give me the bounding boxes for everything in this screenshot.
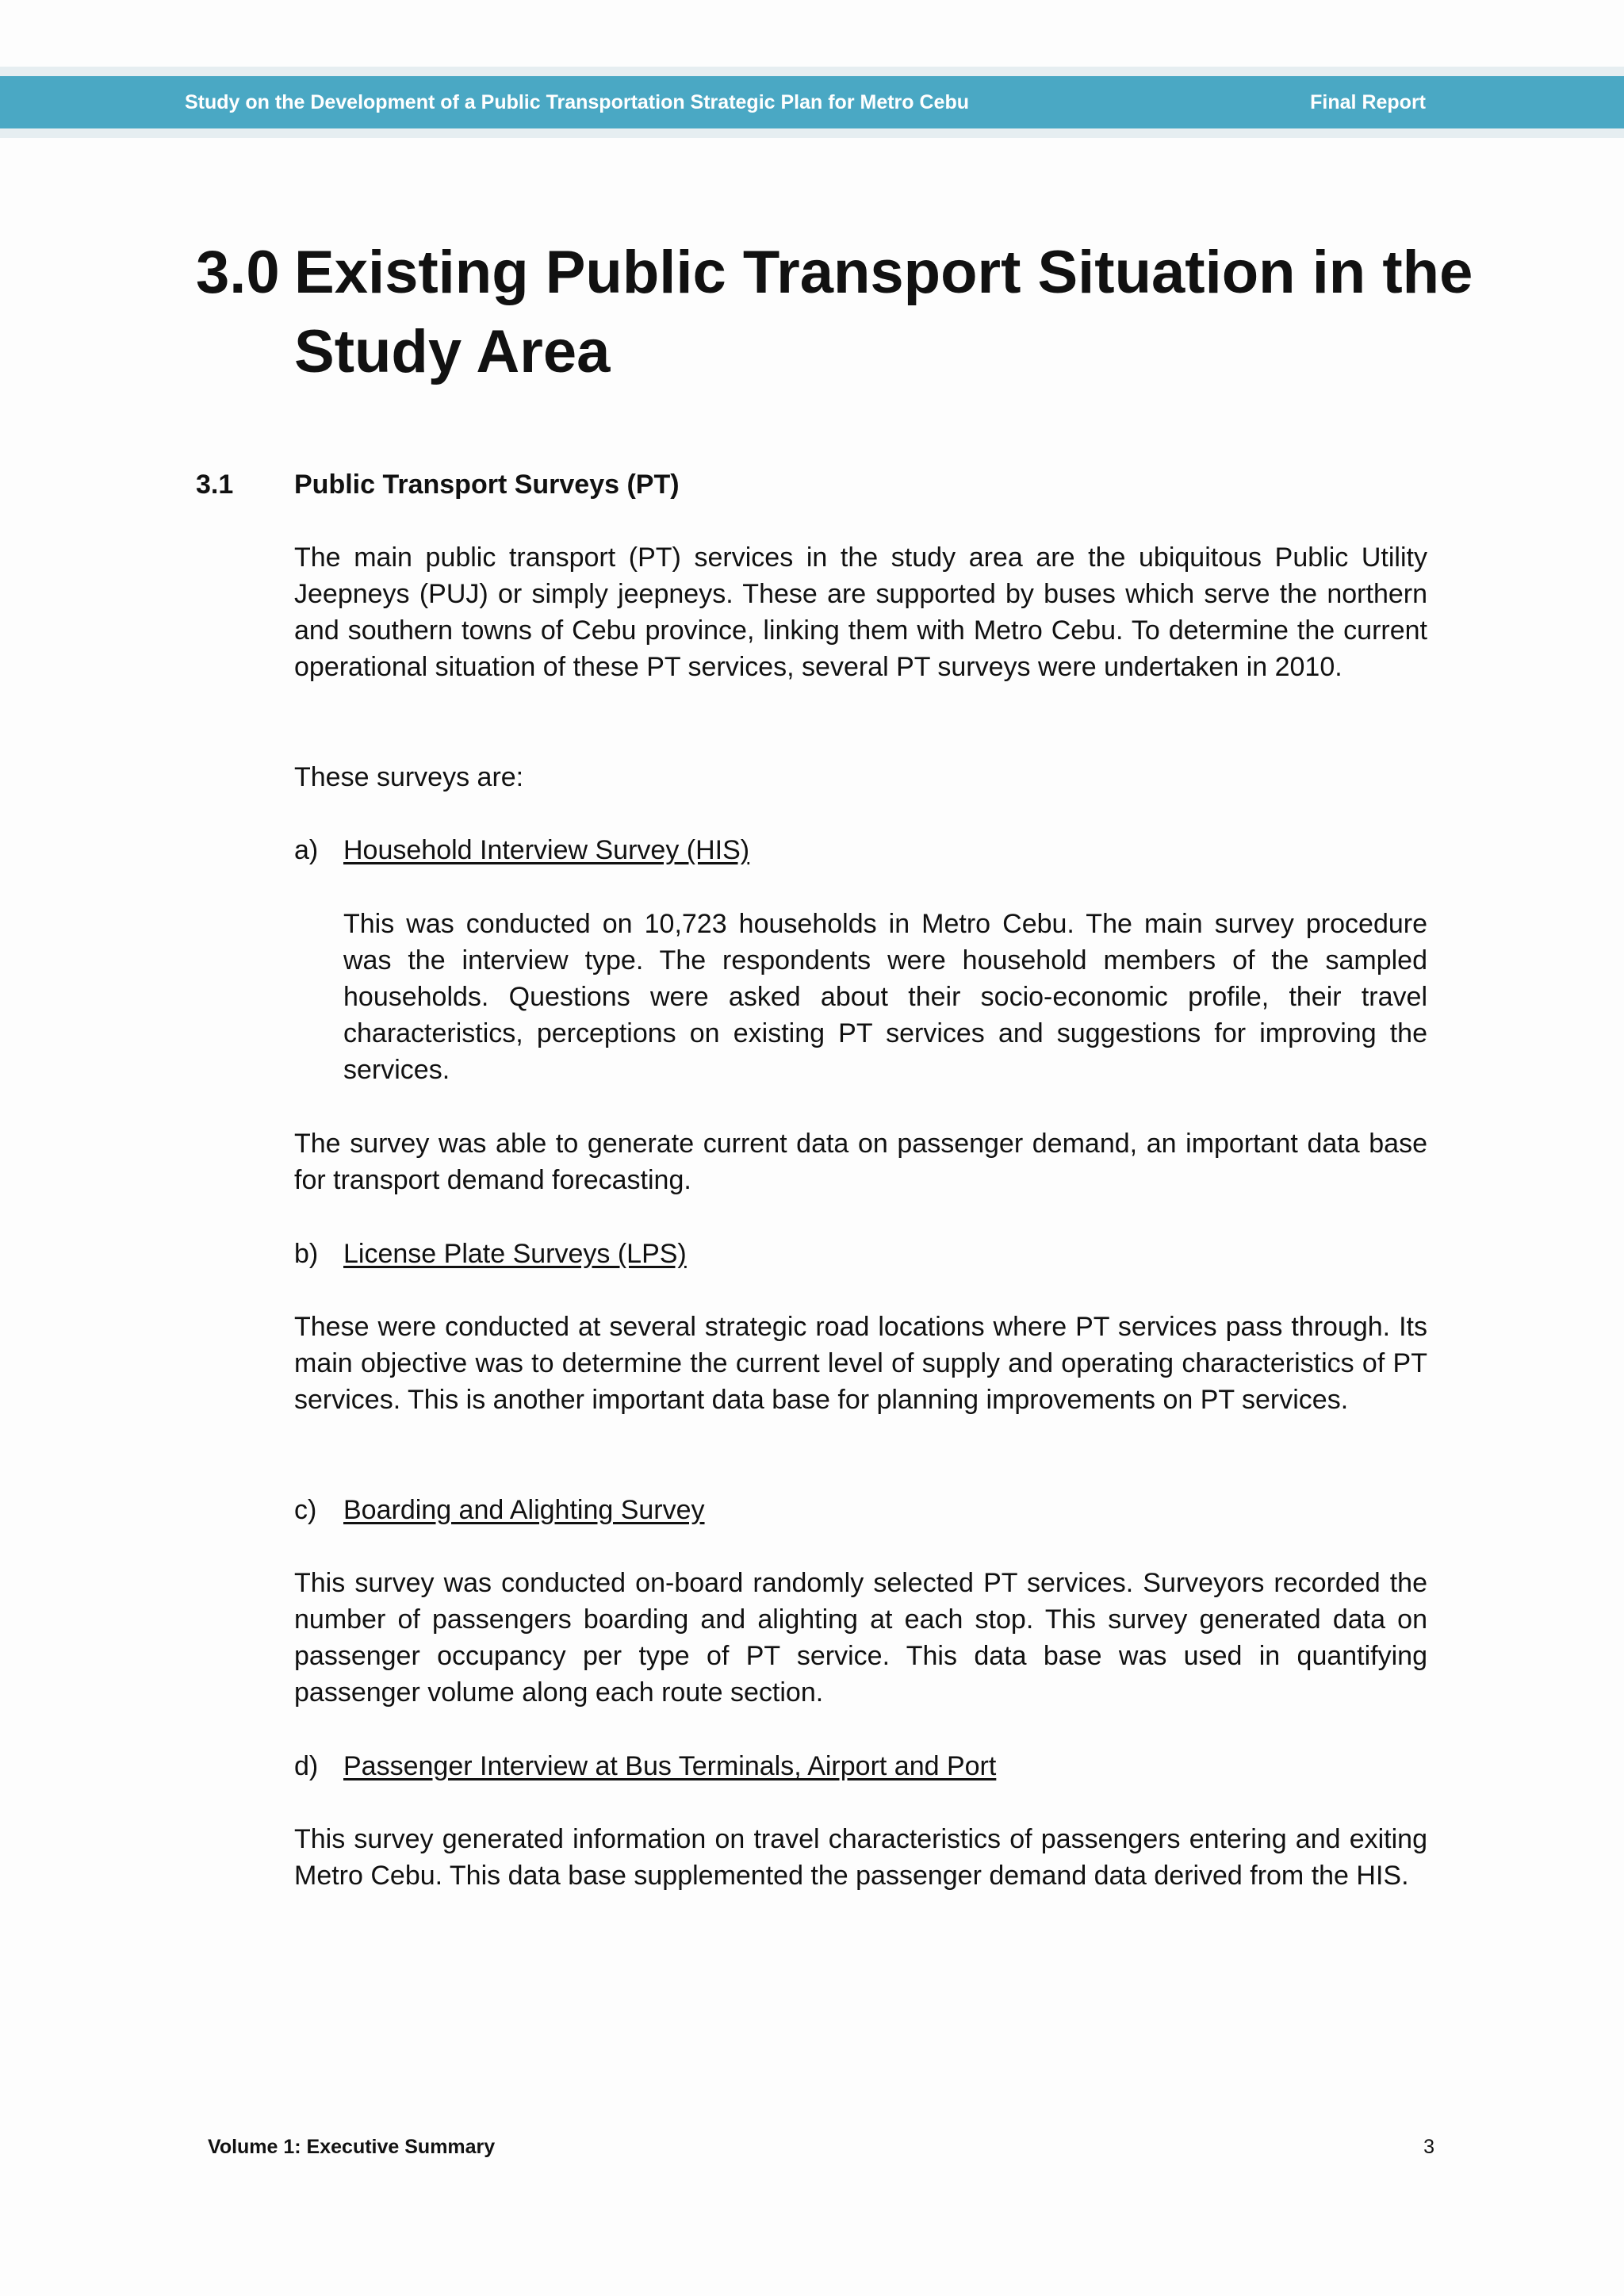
list-marker: d) [294,1751,319,1781]
chapter-number: 3.0 [196,239,280,306]
surveys-lead-paragraph: These surveys are: [294,762,524,792]
survey-a-detail: This was conducted on 10,723 households in Metro Cebu. The main survey procedure was the interview type. The respondents were household members of the sampled households. Questions were asked about their socio-economic profile, their travel characteristics, perceptions on existing PT services and suggestions for improving the services. [343,909,1427,1085]
chapter-title: Existing Public Transport Situation in the Study Area [294,239,1473,385]
header-report-type: Final Report [1310,91,1426,113]
section-number: 3.1 [196,470,234,500]
footer-volume-label: Volume 1: Executive Summary [208,2136,496,2158]
survey-label: Household Interview Survey (HIS) [343,835,750,865]
page-number: 3 [1423,2136,1434,2158]
header-report-title: Study on the Development of a Public Transportation Strategic Plan for Metro Cebu [185,91,970,113]
survey-label: Passenger Interview at Bus Terminals, Airport and Port [343,1751,997,1781]
survey-d-detail: This survey generated information on travel characteristics of passengers entering and exiting Metro Cebu. This data base supplemented the passenger demand data derived from the HIS. [294,1824,1427,1891]
survey-b-detail: These were conducted at several strategic road locations where PT services pass through. Its main objective was to determine the current level of supply and operating characteristics of PT services. This is another important data base for planning improvements on PT services. [294,1312,1427,1415]
survey-label: Boarding and Alighting Survey [343,1495,705,1525]
running-header [0,76,1624,128]
section-title: Public Transport Surveys (PT) [294,470,680,500]
list-marker: a) [294,835,319,865]
survey-a-note: The survey was able to generate current data on passenger demand, an important data base for transport demand forecasting. [294,1129,1427,1195]
list-marker: b) [294,1239,319,1269]
list-marker: c) [294,1495,317,1525]
intro-paragraph: The main public transport (PT) services in the study area are the ubiquitous Public Utility Jeepneys (PUJ) or simply jeepneys. These are supported by buses which serve the northern and southern towns of Cebu province, linking them with Metro Cebu. To determine the current operational situation of these PT services, several PT surveys were undertaken in 2010. [294,542,1427,682]
survey-c-detail: This survey was conducted on-board randomly selected PT services. Surveyors recorded the number of passengers boarding and alighting at each stop. This survey generated data on passenger occupancy per type of PT service. This data base was used in quantifying passenger volume along each route section. [294,1568,1427,1708]
survey-label: License Plate Surveys (LPS) [343,1239,687,1269]
